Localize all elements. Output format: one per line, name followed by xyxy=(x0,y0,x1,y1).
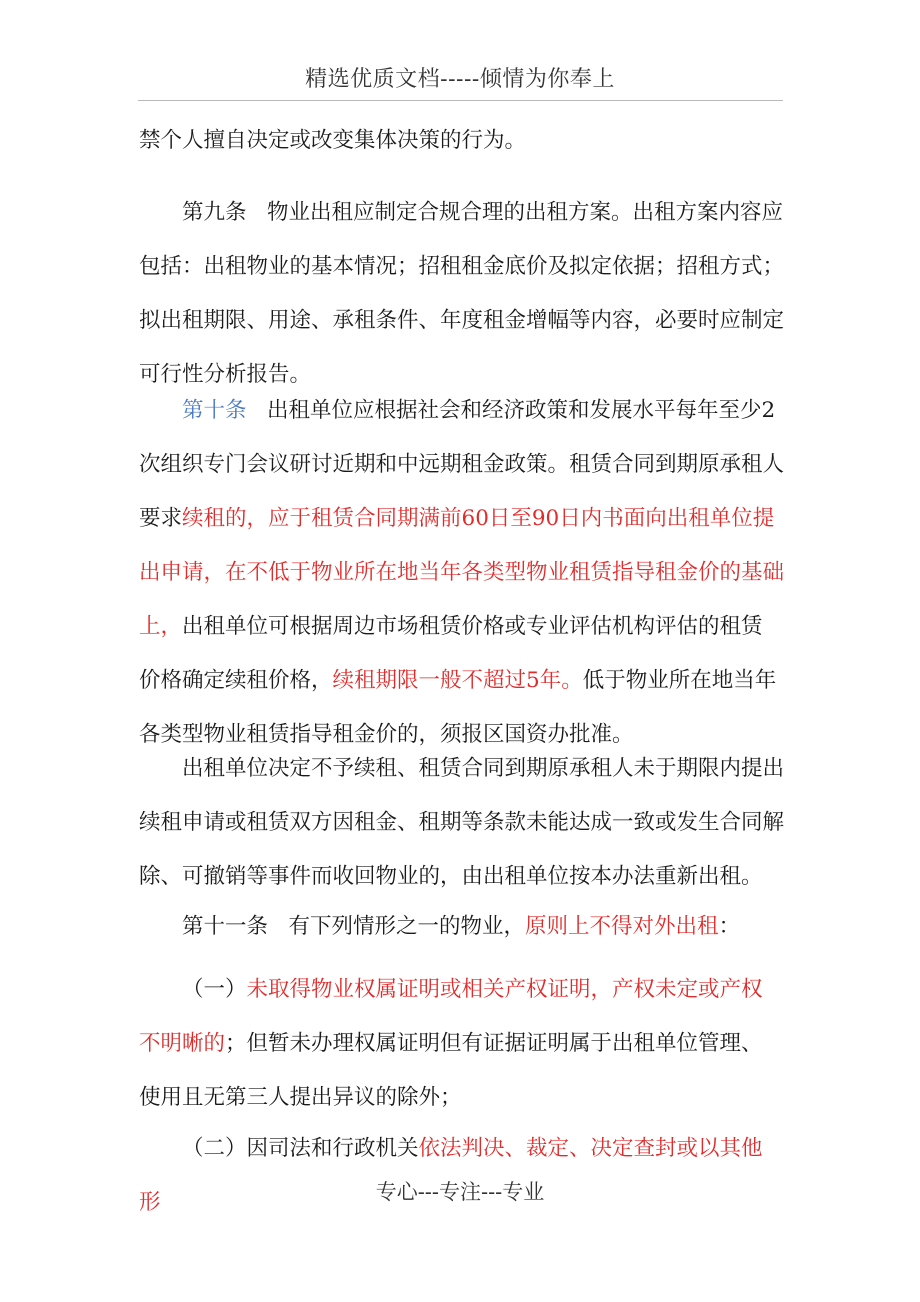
article-10-label: 第十条 xyxy=(182,398,247,423)
document-body xyxy=(139,114,784,168)
article-10-text-c: 低于物业所在地当年各类型物业租赁指导租金价的，须报区国资办批准。 xyxy=(139,668,777,747)
item-2-number: （二） xyxy=(182,1136,247,1161)
article-11-highlight: 原则上不得对外出租 xyxy=(525,914,719,939)
nonrenew-block xyxy=(139,742,784,904)
article-10-highlight-b: 续租期限一般不超过5年。 xyxy=(332,668,583,693)
item-1-number: （一） xyxy=(182,977,247,1002)
article-9-block xyxy=(139,186,784,402)
item-1-text: ；但暂未办理权属证明但有证据证明属于出租单位管理、使用且无第三人提出异议的除外； xyxy=(139,1031,763,1110)
article-10-paragraph xyxy=(139,384,784,762)
item-2-text: 因司法和行政机关 xyxy=(246,1136,419,1161)
article-11-label: 第十一条 xyxy=(182,914,269,939)
page-header: 精选优质文档-----倾情为你奉上 xyxy=(305,67,615,92)
header-divider xyxy=(138,100,783,101)
article-11-paragraph xyxy=(139,900,784,954)
article-10-text-a: 出租单位应根据社会和经济政策和发展水平每年至少2次组织专门会议研讨近期和中远期租金政策。租赁合同到期原承租人要求 xyxy=(139,398,785,531)
article-11-text: 有下列情形之一的物业， xyxy=(288,914,526,939)
article-10-text-b: 出租单位可根据周边市场租赁价格或专业评估机构评估的租赁价格确定续租价格， xyxy=(139,614,763,693)
item-2-highlight: 依法判决、裁定、决定查封或以其他形 xyxy=(139,1136,763,1215)
article-9-text: 物业出租应制定合规合理的出租方案。出租方案内容应包括：出租物业的基本情况；招租租金底价及拟定依据；招租方式；拟出租期限、用途、承租条件、年度租金增幅等内容，必要时应制定可行性分析报告。 xyxy=(139,200,785,387)
item-1-highlight: 未取得物业权属证明或相关产权证明，产权未定或产权不明晰的 xyxy=(139,977,763,1056)
page-footer: 专心---专注---专业 xyxy=(375,1180,545,1204)
continuation-paragraph: 禁个人擅自决定或改变集体决策的行为。 xyxy=(139,128,527,153)
article-11-block xyxy=(139,900,784,954)
article-10-highlight-a: 续租的，应于租赁合同期满前60日至90日内书面向出租单位提出申请，在不低于物业所在地当年各类型物业租赁指导租金价的基础上， xyxy=(139,506,785,639)
item-1-block xyxy=(139,963,784,1125)
article-9-label: 第九条 xyxy=(182,200,247,225)
article-10-block xyxy=(139,384,784,762)
item-1-paragraph xyxy=(139,963,784,1125)
nonrenew-paragraph: 出租单位决定不予续租、租赁合同到期原承租人未于期限内提出续租申请或租赁双方因租金、租期等条款未能达成一致或发生合同解除、可撤销等事件而收回物业的，由出租单位按本办法重新出租。 xyxy=(139,756,785,889)
article-11-end: ： xyxy=(718,914,741,939)
article-9-paragraph xyxy=(139,186,784,402)
